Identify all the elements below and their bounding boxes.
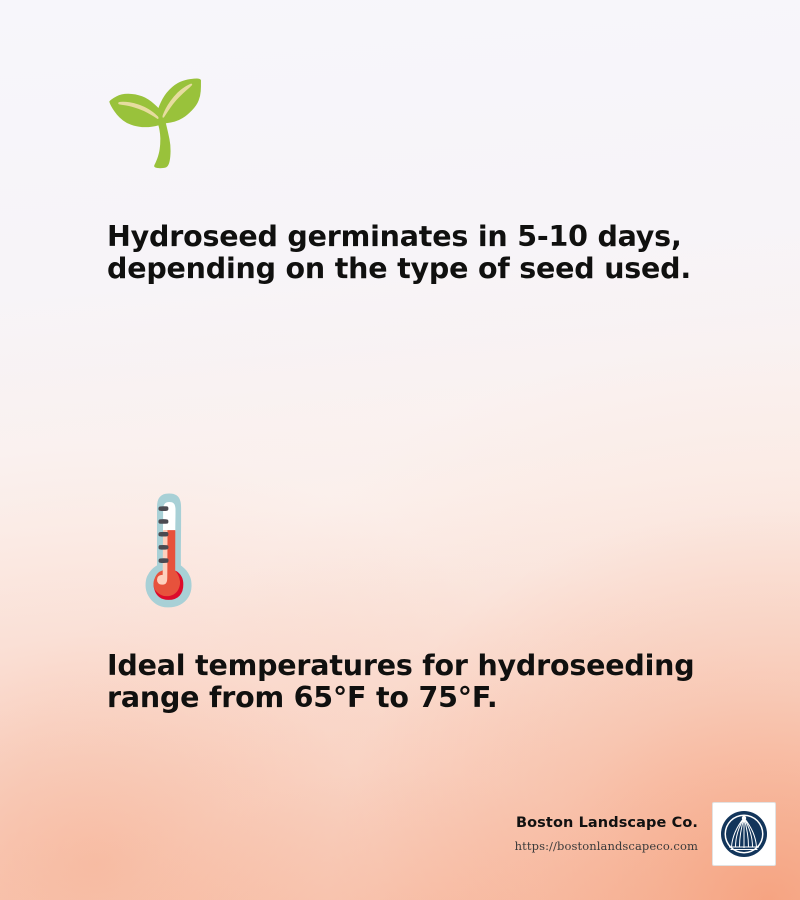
footer <box>515 802 776 866</box>
seedling-icon: 🌱 <box>104 73 209 171</box>
headline-temperature: Ideal temperatures for hydroseeding range from 65°F to 75°F. <box>107 649 695 714</box>
brand-logo[interactable] <box>712 802 776 866</box>
footer-text <box>515 815 698 853</box>
thermometer-icon: 🌡️ <box>104 489 234 611</box>
headline-germination: Hydroseed germinates in 5-10 days, depending on the type of seed used. <box>107 220 691 285</box>
brand-url[interactable]: https://bostonlandscapeco.com <box>514 839 698 853</box>
brand-name: Boston Landscape Co. <box>515 815 698 831</box>
